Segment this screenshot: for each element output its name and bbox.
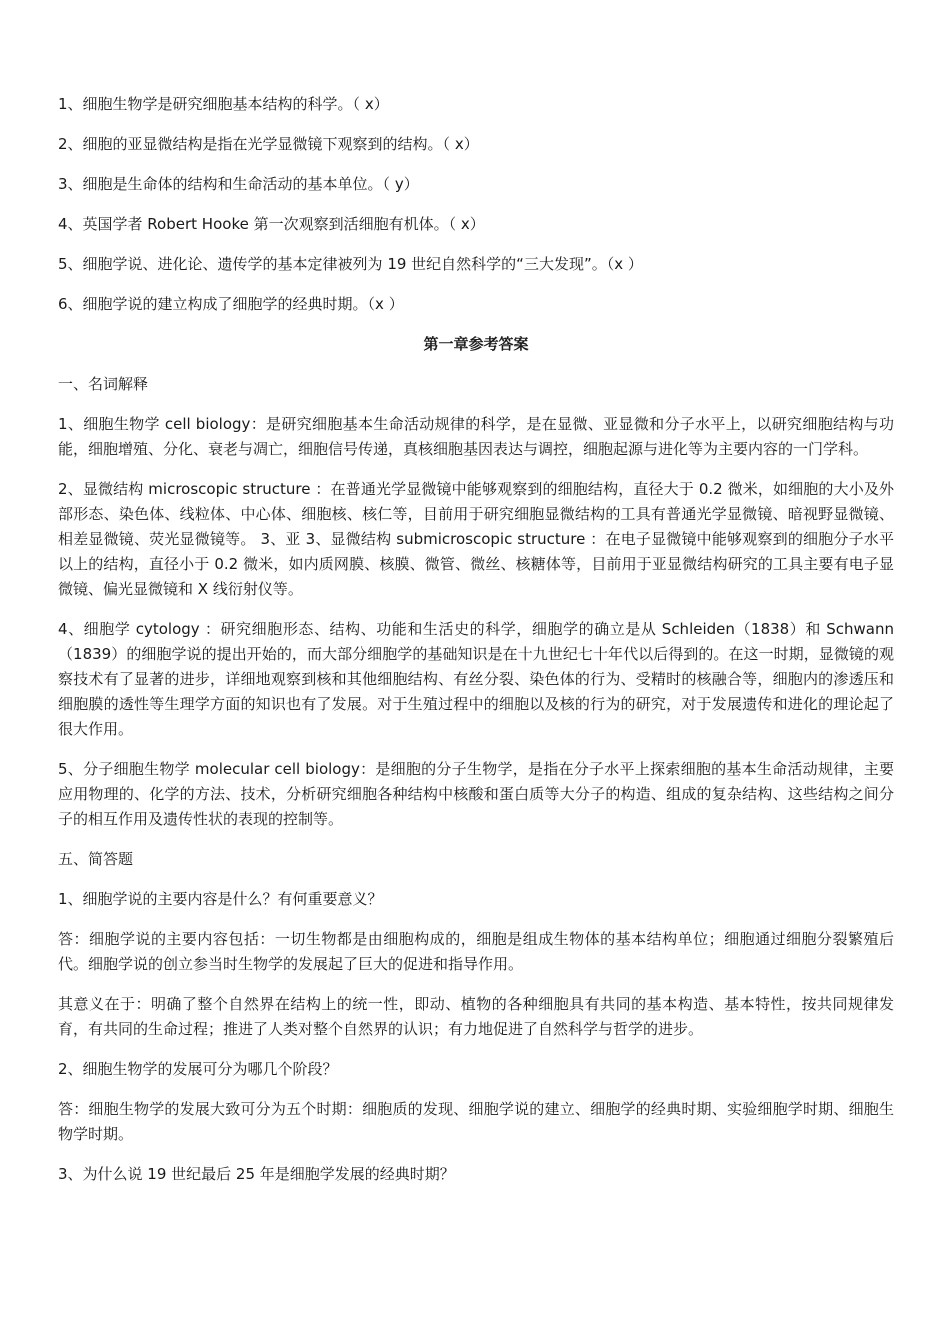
definition-cytology: 4、细胞学 cytology ：研究细胞形态、结构、功能和生活史的科学，细胞学的确立是从 Schleiden（1838）和 Schwann（1839）的细胞学说的提出开始的，而大部分细胞学的基础知识是在十九世纪七十年代以后得到的。在这一时期，显微镜的观察技术有了显著的进步，详细地观察到核和其他细胞结构、有丝分裂、染色体的行为、受精时的核融合等，细胞内的渗透压和细胞膜的透性等生理学方面的知识也有了发展。对于生殖过程中的细胞以及核的行为的研究，对于发展遗传和进化的理论起了很大作用。 [58, 620, 894, 738]
section-title-definitions: 一、名词解释 [58, 375, 149, 393]
short-answer-answer-1-significance: 其意义在于：明确了整个自然界在结构上的统一性，即动、植物的各种细胞具有共同的基本构造、基本特性，按共同规律发育，有共同的生命过程；推进了人类对整个自然界的认识；有力地促进了自然科学与哲学的进步。 [58, 995, 894, 1038]
short-answer-question-2: 2、细胞生物学的发展可分为哪几个阶段？ [58, 1060, 338, 1078]
definition-molecular-cell-biology: 5、分子细胞生物学 molecular cell biology：是细胞的分子生物学，是指在分子水平上探索细胞的基本生命活动规律，主要应用物理的、化学的方法、技术，分析研究细胞各种结构中核酸和蛋白质等大分子的构造、组成的复杂结构、这些结构之间分子的相互作用及遗传性状的表现的控制等。 [58, 760, 894, 828]
section-title-short-answers: 五、简答题 [58, 850, 134, 868]
short-answer-answer-2: 答：细胞生物学的发展大致可分为五个时期：细胞质的发现、细胞学说的建立、细胞学的经典时期、实验细胞学时期、细胞生物学时期。 [58, 1100, 894, 1143]
true-false-question-2: 2、细胞的亚显微结构是指在光学显微镜下观察到的结构。（ x） [58, 135, 479, 153]
chapter-title: 第一章参考答案 [423, 335, 529, 353]
true-false-question-3: 3、细胞是生命体的结构和生命活动的基本单位。（ y） [58, 175, 419, 193]
true-false-question-5: 5、细胞学说、进化论、遗传学的基本定律被列为 19 世纪自然科学的“三大发现”。（x ） [58, 255, 643, 273]
definition-cell-biology: 1、细胞生物学 cell biology：是研究细胞基本生命活动规律的科学，是在显微、亚显微和分子水平上，以研究细胞结构与功能，细胞增殖、分化、衰老与凋亡，细胞信号传递，真核细胞基因表达与调控，细胞起源与进化等为主要内容的一门学科。 [58, 415, 894, 458]
short-answer-question-3: 3、为什么说 19 世纪最后 25 年是细胞学发展的经典时期？ [58, 1165, 455, 1183]
document-page [58, 92, 894, 1202]
true-false-question-1: 1、细胞生物学是研究细胞基本结构的科学。（ x） [58, 95, 389, 113]
short-answer-question-1: 1、细胞学说的主要内容是什么？有何重要意义？ [58, 890, 383, 908]
true-false-question-6: 6、细胞学说的建立构成了细胞学的经典时期。（x ） [58, 295, 404, 313]
definition-microscopic-structure: 2、显微结构 microscopic structure ：在普通光学显微镜中能够观察到的细胞结构，直径大于 0.2 微米，如细胞的大小及外部形态、染色体、线粒体、中心体、细胞核、核仁等，目前用于研究细胞显微结构的工具有普通光学显微镜、暗视野显微镜、相差显微镜、荧光显微镜等。 3、亚 3、显微结构 submicroscopic structure ：在电子显微镜中能够观察到的细胞分子水平以上的结构，直径小于 0.2 微米，如内质网膜、核膜、微管、微丝、核糖体等，目前用于亚显微结构研究的工具主要有电子显微镜、偏光显微镜和 X 线衍射仪等。 [58, 480, 894, 598]
true-false-question-4: 4、英国学者 Robert Hooke 第一次观察到活细胞有机体。（ x） [58, 215, 485, 233]
short-answer-answer-1: 答：细胞学说的主要内容包括：一切生物都是由细胞构成的，细胞是组成生物体的基本结构单位；细胞通过细胞分裂繁殖后代。细胞学说的创立参当时生物学的发展起了巨大的促进和指导作用。 [58, 930, 894, 973]
